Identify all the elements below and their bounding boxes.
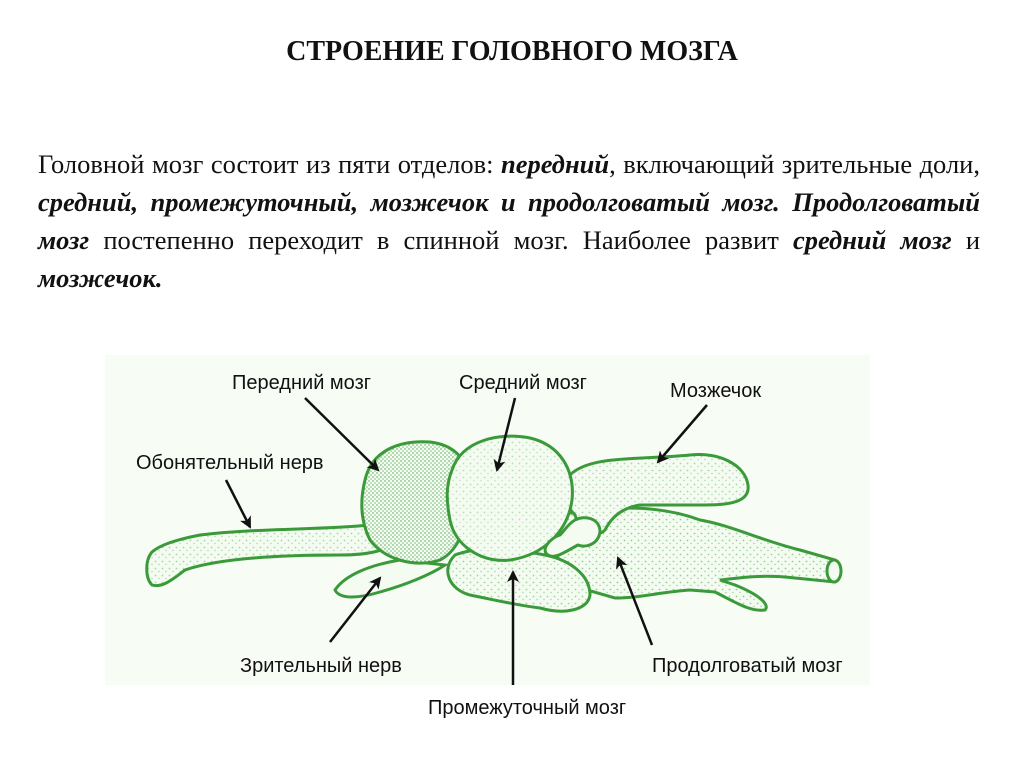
label-diencephalon: Промежуточный мозг <box>428 697 627 719</box>
term-medulla: Продолговатый мозг <box>38 187 980 255</box>
label-cerebellum: Мозжечок <box>670 380 762 402</box>
label-forebrain: Передний мозг <box>232 372 372 394</box>
text-segment: постепенно переходит в спинной мозг. Наиболее развит <box>89 225 793 255</box>
label-olfactory-nerve: Обонятельный нерв <box>136 452 324 474</box>
label-midbrain: Средний мозг <box>459 372 587 394</box>
text-segment: и <box>951 225 981 255</box>
label-optic-nerve: Зрительный нерв <box>240 655 402 677</box>
label-medulla: Продолговатый мозг <box>652 655 843 677</box>
term-parts: средний, промежуточный, мозжечок и продолговатый мозг. <box>38 187 780 217</box>
term-midbrain: средний мозг <box>792 225 952 255</box>
text-segment: , включающий зрительные доли, <box>609 149 980 179</box>
term-forebrain: передний <box>500 149 610 179</box>
page-title: СТРОЕНИЕ ГОЛОВНОГО МОЗГА <box>286 36 738 67</box>
text-segment: Головной мозг состоит из пяти отделов: <box>38 149 501 179</box>
spinal-cord-end <box>827 560 841 582</box>
term-cerebellum: мозжечок. <box>38 263 163 293</box>
